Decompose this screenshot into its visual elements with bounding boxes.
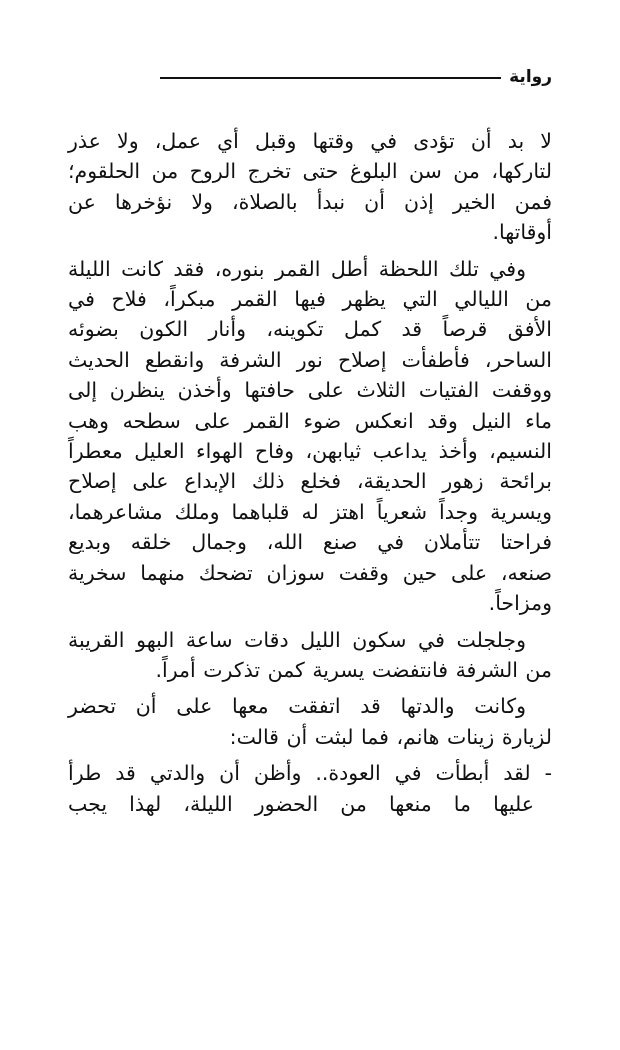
text-line: ماء النيل وقد انعكس ضوء القمر على سطحه وهب — [68, 408, 552, 433]
text-line: وجلجلت في سكون الليل دقات ساعة البهو القريبة — [68, 627, 526, 652]
text-line: عليها ما منعها من الحضور الليلة، لهذا يجب — [68, 791, 534, 816]
paragraph-4 — [68, 691, 552, 752]
text-line: أوقاتها. — [492, 220, 552, 245]
paragraph-2 — [68, 254, 552, 619]
text-line: الأفق قرصاً قد كمل تكوينه، وأنار الكون بضوئه — [68, 317, 552, 342]
text-line: صنعه، على حين وقفت سوزان تضحك منهما سخرية — [68, 560, 552, 585]
book-title: رواية — [509, 67, 552, 87]
text-line: برائحة زهور الحديقة، فخلع ذلك الإبداع على إصلاح — [68, 469, 552, 494]
text-line: وفي تلك اللحظة أطل القمر بنوره، فقد كانت الليلة — [68, 256, 526, 281]
text-line: النسيم، وأخذ يداعب ثيابهن، وفاح الهواء العليل معطراً — [68, 439, 552, 464]
text-line: لا بد أن تؤدى في وقتها وقبل أي عمل، ولا عذر — [68, 129, 552, 153]
text-line: فراحتا تتأملان في صنع الله، وجمال خلقه وبديع — [68, 530, 552, 555]
paragraph-1 — [68, 126, 552, 248]
text-line: ومزاحاً. — [488, 591, 552, 616]
body-text — [68, 126, 552, 825]
text-line: ووقفت الفتيات الثلاث على حافتها وأخذن ينظرن إلى — [68, 378, 552, 403]
text-line: الساحر، فأطفأت إصلاح نور الشرفة وانقطع الحديث — [68, 347, 552, 372]
text-line: فمن الخير إذن أن نبدأ بالصلاة، ولا نؤخرها عن — [68, 189, 552, 214]
text-line: من الليالي التي يظهر فيها القمر مبكراً، فلاح في — [68, 287, 552, 312]
paragraph-3 — [68, 625, 552, 686]
text-line: من الشرفة فانتفضت يسرية كمن تذكرت أمراً. — [155, 657, 552, 682]
paragraph-5-dialogue — [68, 758, 552, 819]
text-line: - لقد أبطأت في العودة.. وأظن أن والدتي قد طرأ — [68, 761, 552, 786]
running-header — [160, 62, 552, 92]
header-rule — [160, 77, 501, 79]
text-line: ويسرية وجداً شعرياً اهتز له قلباهما وملك مشاعرهما، — [68, 499, 552, 524]
text-line: لزيارة زينات هانم، فما لبثت أن قالت: — [229, 724, 552, 749]
text-line: وكانت والدتها قد اتفقت معها على أن تحضر — [68, 694, 526, 719]
text-line: لتاركها، من سن البلوغ حتى تخرج الروح من الحلقوم؛ — [68, 159, 552, 184]
